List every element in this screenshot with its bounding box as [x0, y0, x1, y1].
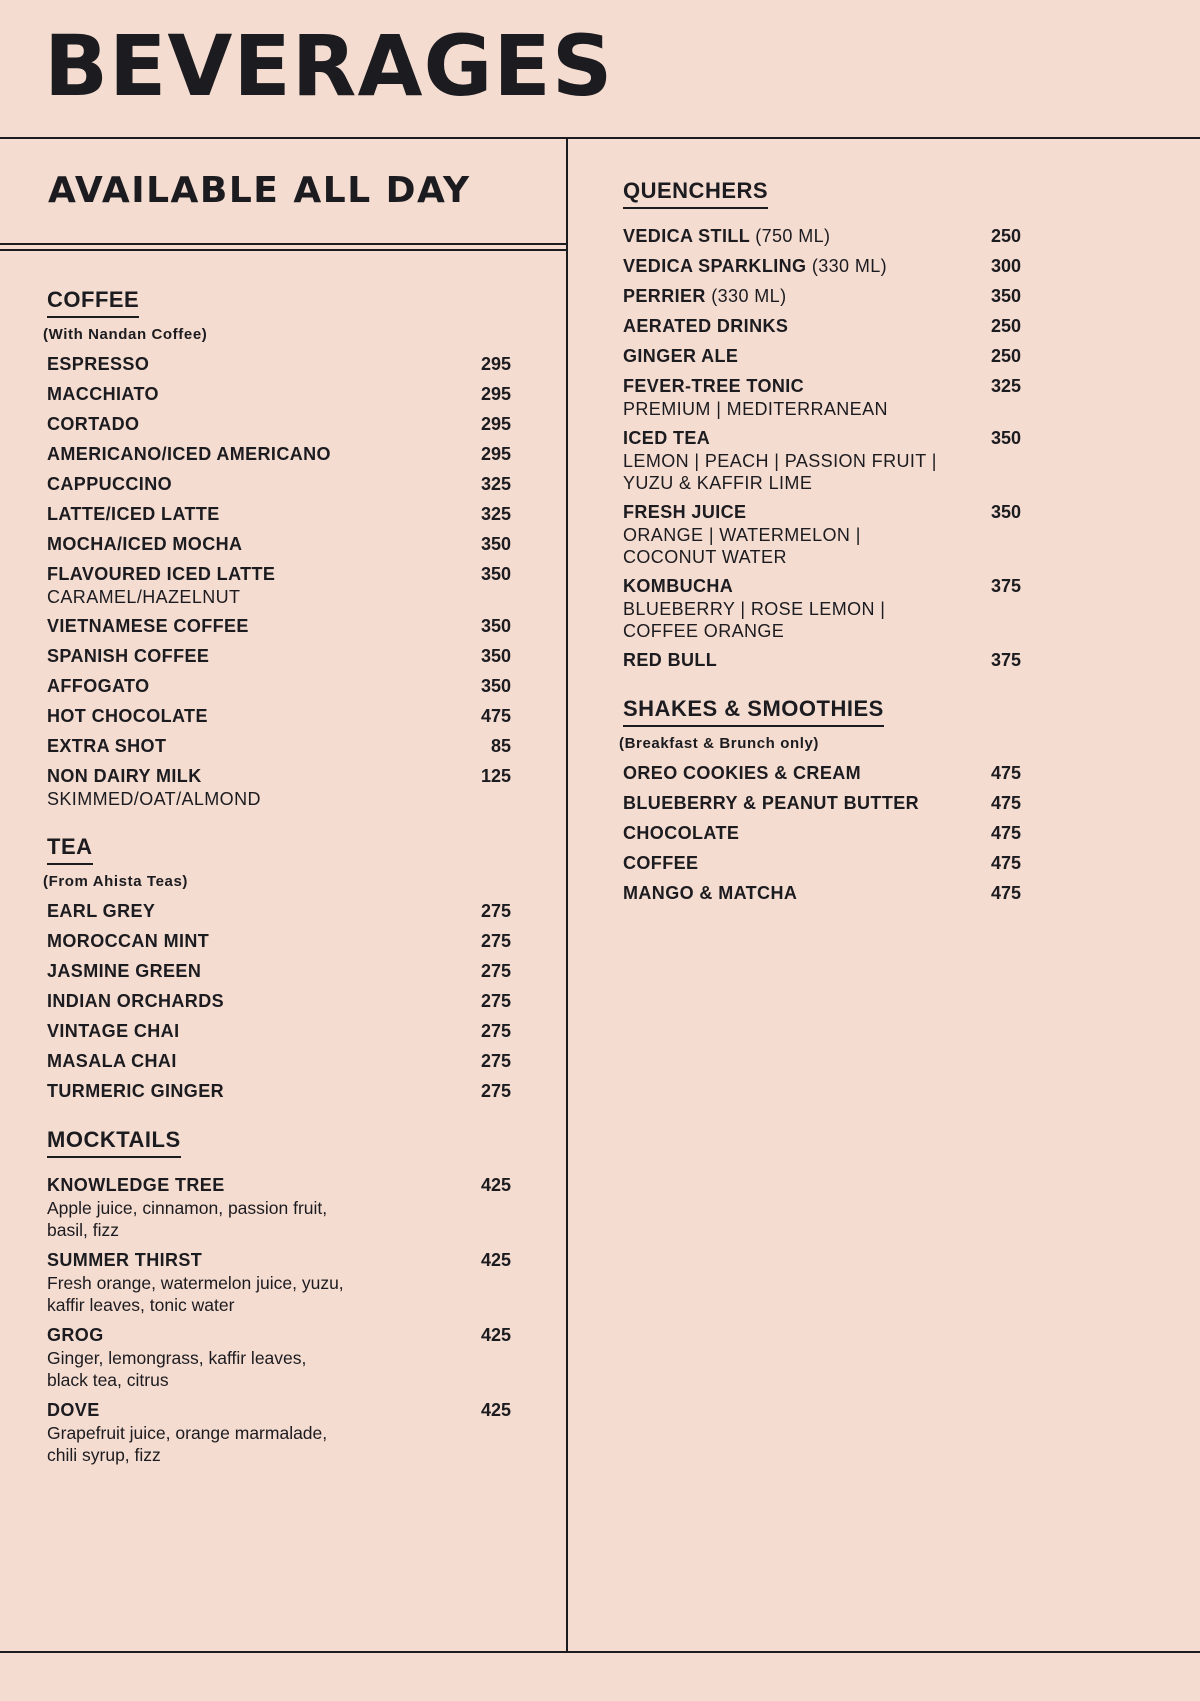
menu-item-price: 350: [990, 428, 1021, 448]
menu-item: [623, 255, 1021, 278]
menu-section-shakes: [619, 696, 1021, 905]
menu-item-price: 85: [490, 736, 511, 756]
menu-item-name-text: SUMMER THIRST: [47, 1250, 203, 1270]
menu-item-name: [623, 822, 739, 845]
menu-item-info: [623, 285, 786, 308]
menu-item-info: [623, 882, 797, 905]
menu-item-name: [47, 1020, 179, 1043]
menu-item-name: [623, 762, 861, 785]
menu-item-info: [623, 345, 738, 368]
menu-item-name-text: FEVER-TREE TONIC: [623, 376, 805, 396]
menu-item: [623, 649, 1021, 672]
menu-item-name-text: INDIAN ORCHARDS: [47, 991, 224, 1011]
menu-item: [47, 1324, 511, 1391]
menu-item-price: 425: [480, 1250, 511, 1270]
menu-item-options: SKIMMED/OAT/ALMOND: [47, 789, 261, 809]
menu-item-price: 425: [480, 1400, 511, 1420]
menu-item-price: 275: [480, 961, 511, 981]
menu-item-price: 425: [480, 1325, 511, 1345]
menu-item: [47, 1399, 511, 1466]
menu-item-name-text: VEDICA STILL: [623, 226, 750, 246]
menu-item-info: [47, 615, 249, 638]
menu-item-price: 275: [480, 901, 511, 921]
menu-item-info: [47, 533, 242, 556]
menu-item-price: 350: [480, 534, 511, 554]
menu-item-name: [47, 645, 209, 668]
menu-item-name: [47, 443, 331, 466]
menu-item-info: [623, 375, 888, 420]
menu-item-name: [47, 473, 172, 496]
menu-item-name-text: SPANISH COFFEE: [47, 646, 210, 666]
menu-item: [47, 645, 511, 668]
menu-item-price: 325: [480, 474, 511, 494]
menu-item-name: [623, 315, 788, 338]
menu-item-options: ORANGE | WATERMELON |: [623, 525, 861, 545]
menu-item-name-text: HOT CHOCOLATE: [47, 706, 208, 726]
menu-item: [623, 225, 1021, 248]
menu-item-options: BLUEBERRY | ROSE LEMON |: [623, 599, 886, 619]
section-title: TEA: [47, 834, 93, 865]
menu-item-name-text: BLUEBERRY & PEANUT BUTTER: [623, 793, 920, 813]
menu-item-price: 375: [990, 576, 1021, 596]
section-note: (With Nandan Coffee): [43, 326, 208, 343]
menu-item: [47, 1174, 511, 1241]
menu-item-name-text: CHOCOLATE: [623, 823, 740, 843]
menu-item-price: 300: [990, 256, 1021, 276]
menu-item-info: [623, 792, 919, 815]
menu-item-description: Apple juice, cinnamon, passion fruit,: [47, 1198, 328, 1218]
menu-item: [623, 575, 1021, 642]
menu-item-info: [47, 675, 150, 698]
menu-item-name: [623, 225, 830, 248]
menu-item-info: [47, 960, 201, 983]
menu-item-name: [47, 705, 208, 728]
menu-item-name-text: VIETNAMESE COFFEE: [47, 616, 249, 636]
menu-item-info: [47, 383, 159, 406]
menu-item-price: 250: [990, 316, 1021, 336]
menu-item-price: 350: [990, 286, 1021, 306]
menu-item-name: [47, 563, 275, 586]
menu-item-info: [47, 1050, 177, 1073]
menu-item-name: [47, 990, 224, 1013]
section-note: (Breakfast & Brunch only): [619, 735, 820, 752]
section-title: MOCKTAILS: [47, 1127, 181, 1158]
menu-item-name: [623, 792, 919, 815]
menu-item: [47, 503, 511, 526]
section-title: SHAKES & SMOOTHIES: [623, 696, 884, 727]
menu-item-name-text: JASMINE GREEN: [47, 961, 202, 981]
menu-item-name: [623, 255, 887, 278]
menu-item-name-text: NON DAIRY MILK: [47, 766, 202, 786]
menu-item-options: LEMON | PEACH | PASSION FRUIT |: [623, 451, 937, 471]
menu-item: [47, 765, 511, 810]
availability-divider-top: [0, 243, 567, 245]
menu-item-name: [623, 882, 797, 905]
menu-item: [47, 1249, 511, 1316]
menu-item-info: [623, 852, 698, 875]
menu-item: [623, 822, 1021, 845]
header-divider: [0, 137, 1200, 139]
menu-item-name-text: CORTADO: [47, 414, 140, 434]
menu-item-name: [47, 413, 139, 436]
menu-item: [47, 675, 511, 698]
menu-item: [47, 353, 511, 376]
menu-item-name: [47, 615, 249, 638]
menu-item-info: [47, 645, 209, 668]
menu-item-price: 350: [480, 564, 511, 584]
menu-item-price: 295: [480, 384, 511, 404]
footer-divider: [0, 1651, 1200, 1653]
menu-item: [47, 1050, 511, 1073]
menu-item-name: [623, 501, 861, 524]
menu-item-info: [47, 735, 166, 758]
menu-item-price: 275: [480, 991, 511, 1011]
menu-item-name: [623, 427, 937, 450]
menu-item-name-text: EARL GREY: [47, 901, 156, 921]
menu-item: [47, 473, 511, 496]
menu-item: [47, 930, 511, 953]
menu-item-info: [623, 501, 861, 568]
menu-item-size: (750 ML): [755, 226, 831, 246]
menu-item-name-text: RED BULL: [623, 650, 718, 670]
menu-item-name-text: CAPPUCCINO: [47, 474, 173, 494]
menu-item-price: 325: [990, 376, 1021, 396]
menu-item-info: [47, 503, 220, 526]
menu-item-name-text: MOROCCAN MINT: [47, 931, 210, 951]
menu-item: [47, 990, 511, 1013]
menu-item: [47, 1080, 511, 1103]
menu-item-info: [47, 1399, 327, 1466]
menu-item-name-text: PERRIER: [623, 286, 706, 306]
menu-item-name: [47, 1249, 344, 1272]
menu-item-price: 475: [990, 793, 1021, 813]
availability-divider-bottom: [0, 249, 567, 251]
menu-item: [47, 615, 511, 638]
menu-item-description: Ginger, lemongrass, kaffir leaves,: [47, 1348, 307, 1368]
menu-item-name: [47, 900, 155, 923]
menu-item-price: 475: [990, 883, 1021, 903]
menu-item-name-text: ESPRESSO: [47, 354, 150, 374]
menu-item-info: [47, 1020, 179, 1043]
menu-item-description: kaffir leaves, tonic water: [47, 1295, 235, 1315]
menu-item-price: 375: [990, 650, 1021, 670]
menu-item: [623, 501, 1021, 568]
menu-item-price: 275: [480, 1051, 511, 1071]
menu-item: [623, 315, 1021, 338]
menu-item-name-text: DOVE: [47, 1400, 100, 1420]
menu-item-name: [623, 375, 888, 398]
menu-item-info: [47, 563, 275, 608]
section-title: COFFEE: [47, 287, 139, 318]
menu-item-info: [47, 900, 155, 923]
menu-item: [47, 705, 511, 728]
menu-item-name-text: MASALA CHAI: [47, 1051, 177, 1071]
menu-item-name-text: LATTE/ICED LATTE: [47, 504, 220, 524]
menu-item-price: 475: [990, 853, 1021, 873]
menu-item-description: black tea, citrus: [47, 1370, 169, 1390]
menu-item-price: 475: [480, 706, 511, 726]
menu-item-name: [47, 1399, 327, 1422]
menu-item-info: [47, 990, 224, 1013]
menu-item-name-text: VEDICA SPARKLING: [623, 256, 807, 276]
menu-item-name-text: FLAVOURED ICED LATTE: [47, 564, 276, 584]
menu-section-tea: [43, 834, 511, 1103]
menu-item-options: PREMIUM | MEDITERRANEAN: [623, 399, 888, 419]
menu-item: [623, 852, 1021, 875]
menu-item-info: [47, 473, 172, 496]
menu-item-name-text: AFFOGATO: [47, 676, 150, 696]
menu-item: [47, 735, 511, 758]
menu-item-info: [623, 575, 885, 642]
menu-item-price: 350: [480, 646, 511, 666]
availability-heading: AVAILABLE ALL DAY: [48, 170, 471, 211]
menu-item: [47, 383, 511, 406]
menu-item-name: [47, 353, 149, 376]
menu-item-name: [623, 649, 717, 672]
menu-item-name-text: FRESH JUICE: [623, 502, 747, 522]
menu-item-price: 250: [990, 346, 1021, 366]
menu-item-info: [47, 1080, 224, 1103]
menu-item-price: 475: [990, 763, 1021, 783]
menu-item-name-text: TURMERIC GINGER: [47, 1081, 224, 1101]
menu-item-name: [47, 1174, 327, 1197]
menu-item-price: 295: [480, 354, 511, 374]
menu-item-price: 250: [990, 226, 1021, 246]
menu-section-quenchers: [623, 178, 1021, 672]
menu-item-price: 295: [480, 444, 511, 464]
menu-item: [47, 443, 511, 466]
menu-item-info: [623, 225, 830, 248]
menu-item-info: [47, 1174, 327, 1241]
menu-item: [47, 563, 511, 608]
menu-item-name-text: GROG: [47, 1325, 104, 1345]
menu-item-price: 425: [480, 1175, 511, 1195]
menu-item-size: (330 ML): [711, 286, 787, 306]
menu-item-info: [47, 765, 261, 810]
menu-item-info: [623, 762, 861, 785]
menu-item-name: [47, 765, 261, 788]
menu-item-options: COFFEE ORANGE: [623, 621, 785, 641]
menu-item-name: [623, 575, 885, 598]
menu-item-name-text: OREO COOKIES & CREAM: [623, 763, 862, 783]
menu-item: [623, 375, 1021, 420]
menu-item-name: [47, 533, 242, 556]
menu-item-info: [623, 255, 887, 278]
menu-item-price: 125: [480, 766, 511, 786]
menu-item-info: [47, 1249, 344, 1316]
menu-item-name: [47, 930, 209, 953]
menu-item-price: 275: [480, 1021, 511, 1041]
menu-section-mocktails: [47, 1127, 511, 1466]
menu-item-name-text: MANGO & MATCHA: [623, 883, 798, 903]
menu-item-name: [47, 1324, 306, 1347]
menu-item: [623, 882, 1021, 905]
menu-item-name-text: KOMBUCHA: [623, 576, 734, 596]
menu-item-info: [47, 443, 331, 466]
menu-section-coffee: [43, 287, 511, 810]
menu-item: [623, 345, 1021, 368]
menu-item-name: [47, 675, 150, 698]
menu-item-info: [47, 353, 149, 376]
column-divider: [566, 137, 568, 1653]
menu-item-name: [47, 503, 220, 526]
menu-item-name: [47, 960, 201, 983]
menu-item-name: [47, 1080, 224, 1103]
menu-item-price: 325: [480, 504, 511, 524]
menu-item: [47, 533, 511, 556]
menu-item-name-text: MOCHA/ICED MOCHA: [47, 534, 243, 554]
menu-item-name-text: VINTAGE CHAI: [47, 1021, 180, 1041]
page-title: BEVERAGES: [44, 17, 614, 115]
menu-item-price: 475: [990, 823, 1021, 843]
menu-item: [47, 413, 511, 436]
menu-item-info: [47, 413, 139, 436]
menu-item-description: basil, fizz: [47, 1220, 119, 1240]
menu-item: [47, 900, 511, 923]
menu-item: [47, 1020, 511, 1043]
menu-item-name: [47, 735, 166, 758]
section-title: QUENCHERS: [623, 178, 768, 209]
menu-item-price: 350: [480, 676, 511, 696]
menu-item-name: [623, 285, 786, 308]
menu-item: [623, 285, 1021, 308]
menu-item-info: [623, 427, 937, 494]
menu-item-name-text: ICED TEA: [623, 428, 711, 448]
menu-item-name-text: AERATED DRINKS: [623, 316, 789, 336]
menu-item-name-text: EXTRA SHOT: [47, 736, 167, 756]
menu-item-description: Grapefruit juice, orange marmalade,: [47, 1423, 328, 1443]
menu-item-info: [47, 930, 209, 953]
menu-item-info: [623, 315, 788, 338]
menu-item: [623, 427, 1021, 494]
menu-item: [623, 792, 1021, 815]
menu-item-info: [623, 822, 739, 845]
menu-item-name: [623, 852, 698, 875]
menu-item: [47, 960, 511, 983]
menu-item-options: COCONUT WATER: [623, 547, 787, 567]
menu-item-name-text: KNOWLEDGE TREE: [47, 1175, 225, 1195]
menu-item-info: [47, 705, 208, 728]
menu-item-name: [623, 345, 738, 368]
left-column: [43, 287, 511, 1490]
menu-item-price: 295: [480, 414, 511, 434]
menu-item-name-text: COFFEE: [623, 853, 699, 873]
menu-item-name-text: AMERICANO/ICED AMERICANO: [47, 444, 331, 464]
menu-item-name: [47, 383, 159, 406]
menu-item-price: 350: [480, 616, 511, 636]
menu-item-name-text: MACCHIATO: [47, 384, 159, 404]
menu-item-options: CARAMEL/HAZELNUT: [47, 587, 241, 607]
menu-item-name: [47, 1050, 177, 1073]
menu-item-options: YUZU & KAFFIR LIME: [623, 473, 813, 493]
menu-item-name-text: GINGER ALE: [623, 346, 739, 366]
menu-item-price: 350: [990, 502, 1021, 522]
menu-item-info: [623, 649, 717, 672]
right-column: [619, 178, 1021, 929]
menu-item-description: Fresh orange, watermelon juice, yuzu,: [47, 1273, 344, 1293]
menu-item: [623, 762, 1021, 785]
menu-item-price: 275: [480, 1081, 511, 1101]
menu-item-size: (330 ML): [811, 256, 888, 276]
menu-item-description: chili syrup, fizz: [47, 1445, 161, 1465]
menu-item-info: [47, 1324, 306, 1391]
section-note: (From Ahista Teas): [43, 873, 188, 890]
menu-item-price: 275: [480, 931, 511, 951]
